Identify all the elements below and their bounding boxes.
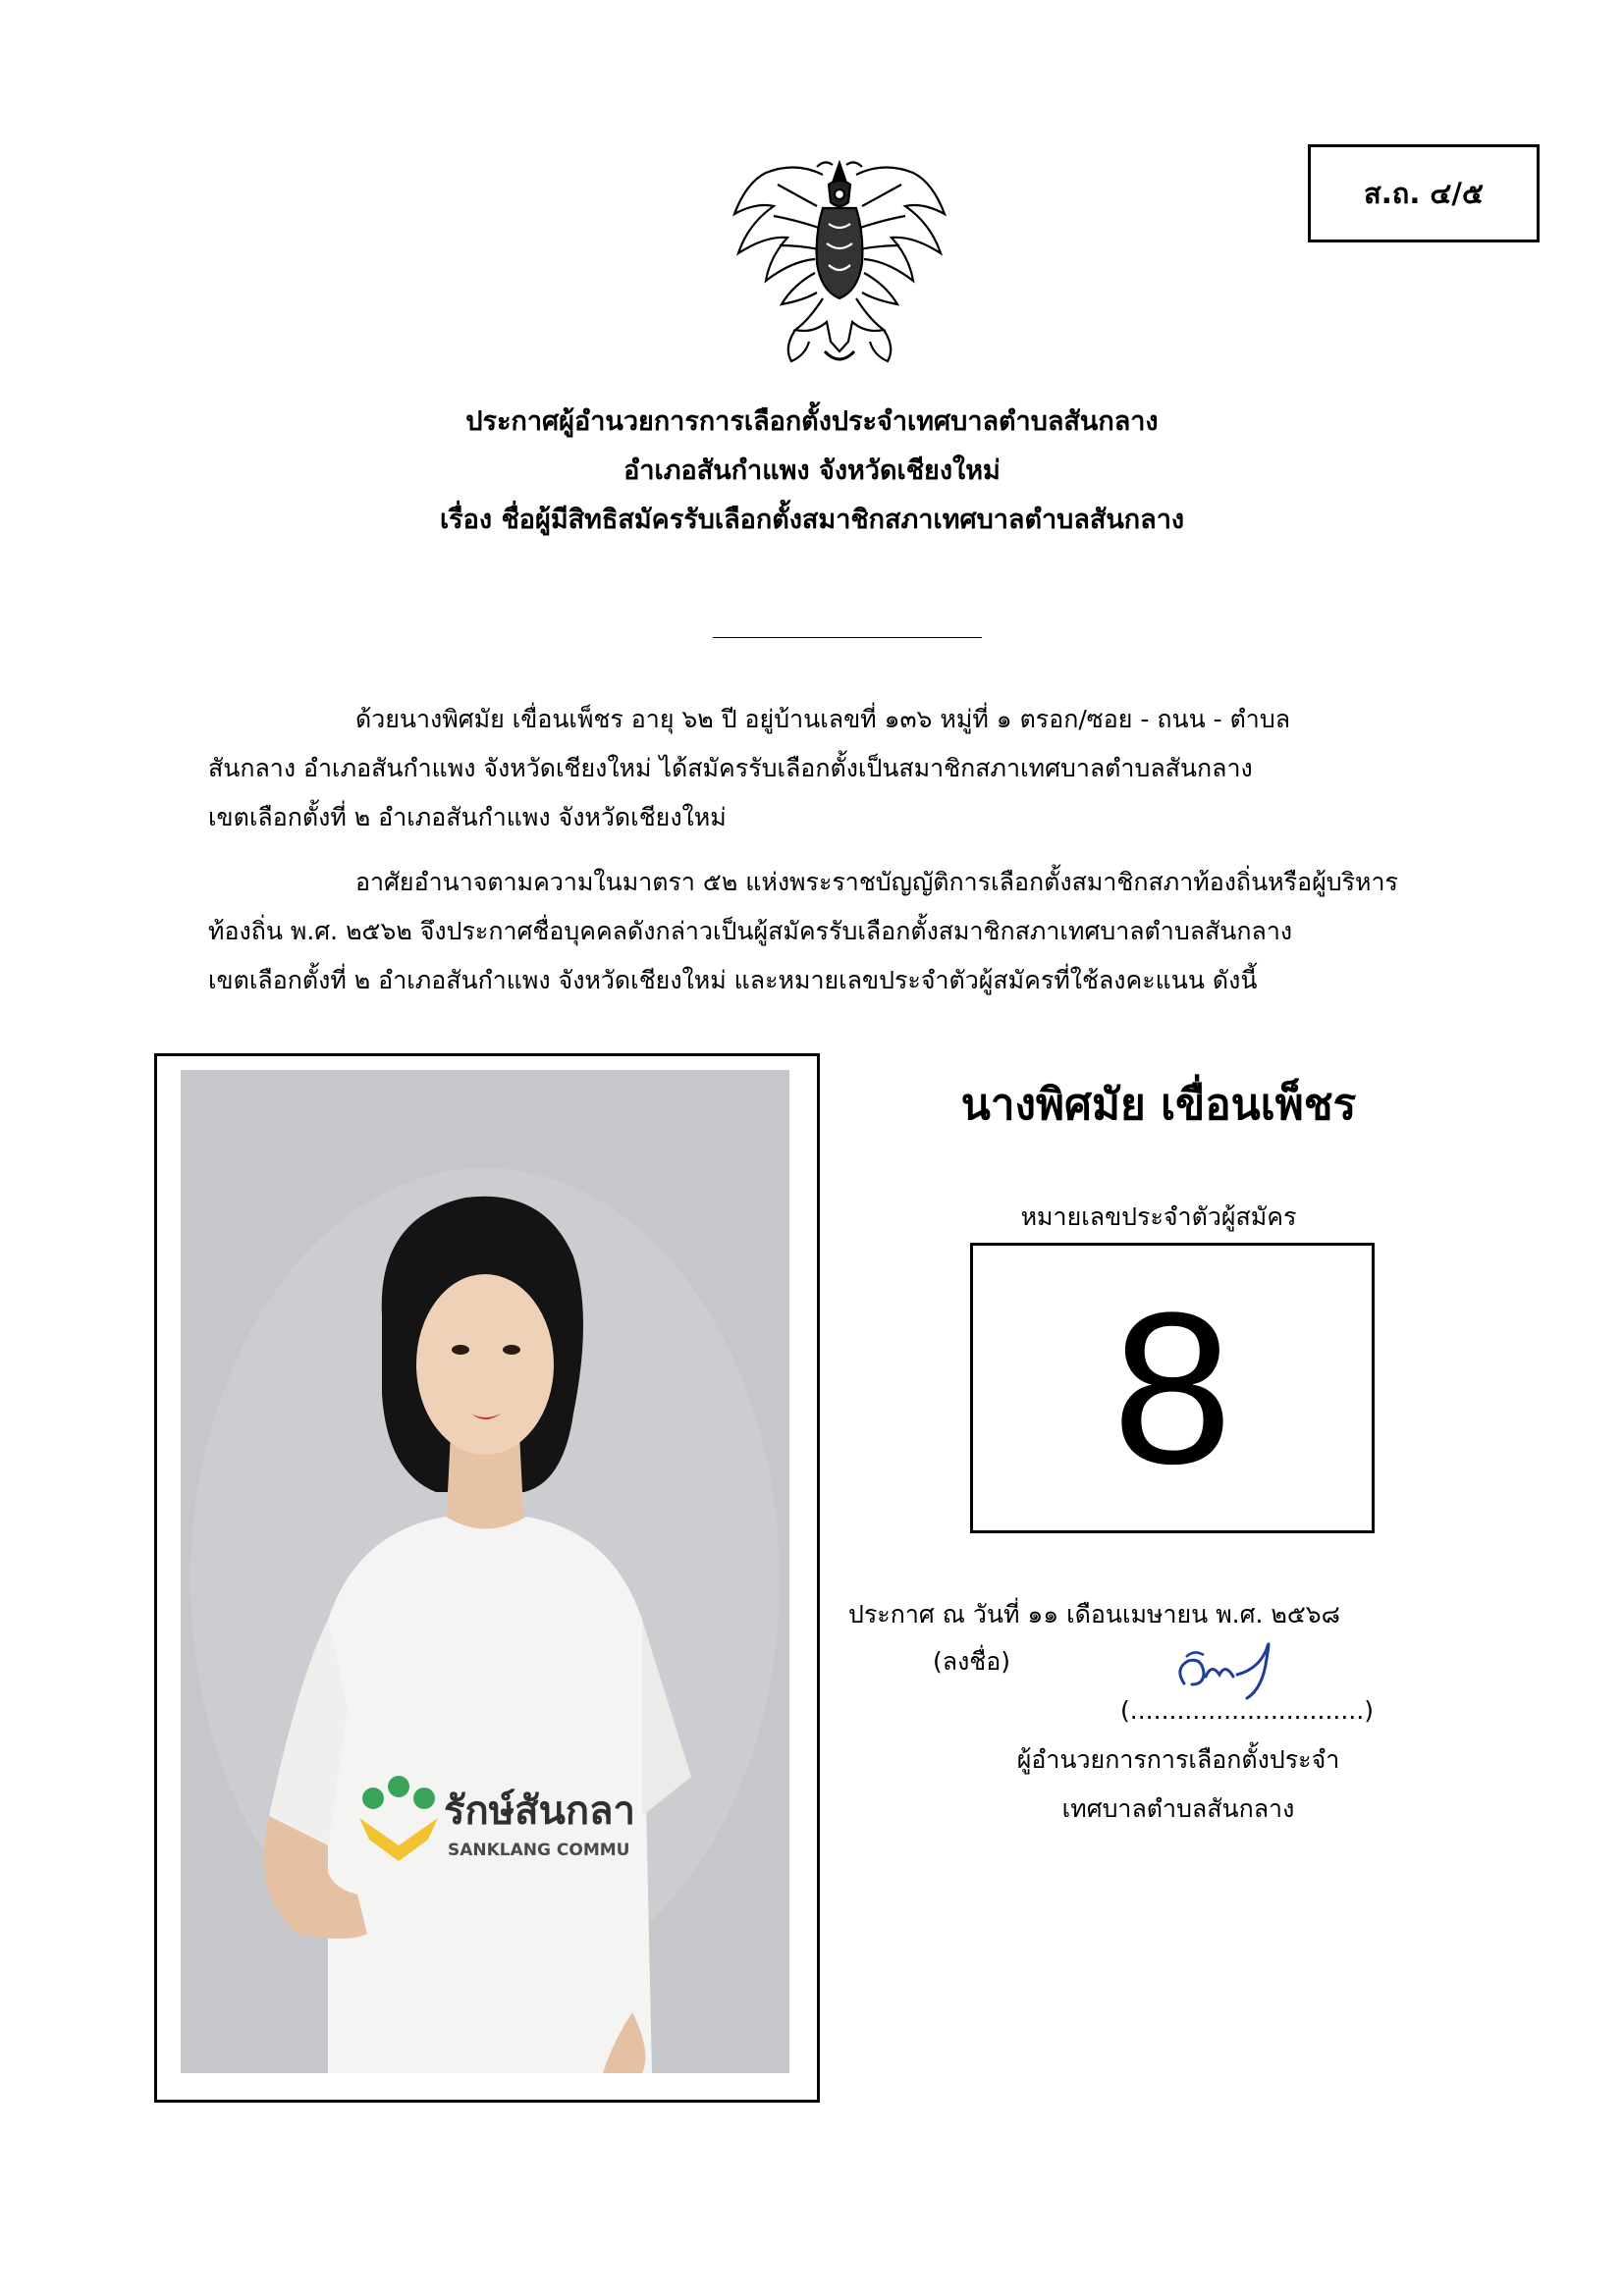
title-line-3: เรื่อง ชื่อผู้มีสิทธิสมัครรับเลือกตั้งสมาชิกสภาเทศบาลตำบลสันกลาง	[439, 505, 1185, 535]
candidate-number-label: หมายเลขประจำตัวผู้สมัคร	[1020, 1202, 1297, 1231]
paragraph-authority-line-1: อาศัยอำนาจตามความในมาตรา ๕๒ แห่งพระราชบัญญัติการเลือกตั้งสมาชิกสภาท้องถิ่นหรือผู้บริหาร	[355, 868, 1398, 896]
paragraph-authority	[208, 858, 1465, 1005]
garuda-emblem-icon	[727, 155, 952, 371]
candidate-number-box	[970, 1243, 1375, 1533]
announcement-date: ประกาศ ณ วันที่ ๑๑ เดือนเมษายน พ.ศ. ๒๕๖๘	[848, 1600, 1340, 1629]
paragraph-authority-line-2: ท้องถิ่น พ.ศ. ๒๕๖๒ จึงประกาศชื่อบุคคลดังกล่าวเป็นผู้สมัครรับเลือกตั้งสมาชิกสภาเทศบาลตำบลสันกลาง	[208, 917, 1293, 945]
signature-line: (..............................)	[1120, 1696, 1374, 1725]
shirt-logo-text: รักษ์สันกลา	[444, 1789, 636, 1834]
paragraph-authority-line-3: เขตเลือกตั้งที่ ๒ อำเภอสันกำแพง จังหวัดเชียงใหม่ และหมายเลขประจำตัวผู้สมัครที่ใช้ลงคะแนน ดังนี้	[208, 966, 1258, 994]
title-line-2: อำเภอสันกำแพง จังหวัดเชียงใหม่	[623, 455, 1001, 486]
official-title	[943, 1735, 1414, 1834]
sign-label: (ลงชื่อ)	[933, 1647, 1011, 1676]
shirt-logo-subtext: SANKLANG COMMU	[448, 1841, 630, 1860]
official-title-line-2: เทศบาลตำบลสันกลาง	[1061, 1794, 1295, 1823]
official-title-line-1: ผู้อำนวยการการเลือกตั้งประจำ	[1016, 1745, 1340, 1774]
title-line-1: ประกาศผู้อำนวยการการเลือกตั้งประจำเทศบาลตำบลสันกลาง	[465, 406, 1159, 437]
paragraph-applicant-line-2: สันกลาง อำเภอสันกำแพง จังหวัดเชียงใหม่ ได้สมัครรับเลือกตั้งเป็นสมาชิกสภาเทศบาลตำบลสันกลาง	[208, 754, 1253, 782]
paragraph-applicant-line-3: เขตเลือกตั้งที่ ๒ อำเภอสันกำแพง จังหวัดเชียงใหม่	[208, 803, 727, 831]
candidate-number: 8	[1111, 1267, 1233, 1509]
title-divider	[713, 637, 982, 638]
candidate-name: นางพิศมัย เขื่อนเพ็ชร	[960, 1080, 1357, 1130]
paragraph-applicant	[208, 695, 1465, 842]
form-code-box	[1308, 144, 1540, 242]
paragraph-applicant-line-1: ด้วยนางพิศมัย เขื่อนเพ็ชร อายุ ๖๒ ปี อยู่บ้านเลขที่ ๑๓๖ หมู่ที่ ๑ ตรอก/ซอย - ถนน - ตำบล	[355, 705, 1291, 733]
candidate-photo	[181, 1070, 789, 2073]
form-code: ส.ถ. ๔/๕	[1364, 177, 1484, 210]
